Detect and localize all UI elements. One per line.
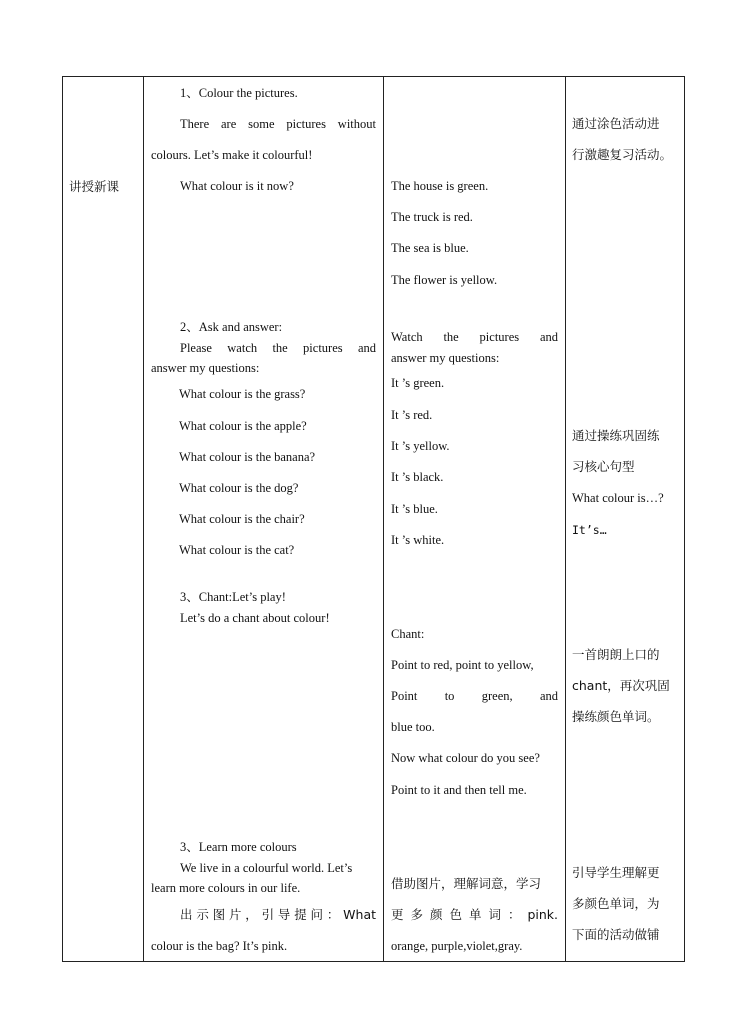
chant-line-2: Point to green, and: [391, 689, 558, 703]
answer-black: It ’s black.: [391, 470, 444, 484]
chant-label: Chant:: [391, 627, 425, 641]
step-2-intro-line-1: Please watch the pictures and: [180, 341, 376, 355]
answer-white: It ’s white.: [391, 533, 445, 547]
sentence-flower: The flower is yellow.: [391, 273, 498, 287]
student-activity-cell: [384, 77, 566, 962]
step-3-intro: Let’s do a chant about colour!: [180, 611, 330, 625]
lesson-plan-table: [62, 76, 685, 962]
purpose-4-line-1: 引导学生理解更: [572, 865, 660, 880]
table-row: [63, 77, 685, 962]
question-grass: What colour is the grass?: [179, 387, 306, 401]
step-1-title: 1、Colour the pictures.: [180, 86, 298, 100]
step-1-intro-line-1: There are some pictures without: [180, 117, 376, 131]
step-2-intro-line-2: answer my questions:: [151, 361, 260, 375]
section-cell: [63, 77, 144, 962]
question-cat: What colour is the cat?: [179, 543, 295, 557]
step-4-intro-line-1: We live in a colourful world. Let’s: [180, 861, 353, 875]
purpose-3-line-1: 一首朗朗上口的: [572, 647, 660, 662]
question-dog: What colour is the dog?: [179, 481, 299, 495]
sentence-truck: The truck is red.: [391, 210, 473, 224]
step-4-intro-line-2: learn more colours in our life.: [151, 881, 301, 895]
chant-line-4: Now what colour do you see?: [391, 751, 540, 765]
question-chair: What colour is the chair?: [179, 512, 305, 526]
colours-line-2: 更多颜色单词：pink.: [391, 907, 558, 922]
chant-line-1: Point to red, point to yellow,: [391, 658, 534, 672]
purpose-cell: [566, 77, 685, 962]
step-1-intro-line-2: colours. Let’s make it colourful!: [151, 148, 313, 162]
question-banana: What colour is the banana?: [179, 450, 316, 464]
purpose-3-line-3: 操练颜色单词。: [572, 709, 660, 724]
purpose-2-line-2: 习核心句型: [572, 459, 635, 474]
sentence-house: The house is green.: [391, 179, 489, 193]
step-2-title: 2、Ask and answer:: [180, 320, 283, 334]
answer-green: It ’s green.: [391, 376, 445, 390]
question-apple: What colour is the apple?: [179, 419, 307, 433]
chant-line-5: Point to it and then tell me.: [391, 783, 527, 797]
purpose-4-line-2: 多颜色单词，为: [572, 896, 660, 911]
answer-yellow: It ’s yellow.: [391, 439, 450, 453]
section-label: 讲授新课: [69, 179, 120, 194]
purpose-4-line-3: 下面的活动做铺: [572, 927, 660, 942]
sentence-sea: The sea is blue.: [391, 241, 469, 255]
purpose-1-line-2: 行激趣复习活动。: [572, 147, 673, 162]
teacher-activity-cell: [144, 77, 384, 962]
purpose-2-line-3: What colour is…?: [572, 491, 664, 505]
step-3-title: 3、Chant:Let’s play!: [180, 590, 286, 604]
purpose-1-line-1: 通过涂色活动进: [572, 116, 660, 131]
answer-blue: It ’s blue.: [391, 502, 438, 516]
watch-line-1: Watch the pictures and: [391, 330, 558, 344]
purpose-3-line-2: chant，再次巩固: [572, 678, 670, 693]
watch-line-2: answer my questions:: [391, 351, 500, 365]
step-1-question: What colour is it now?: [180, 179, 294, 193]
purpose-2-line-4: It’s…: [572, 523, 607, 537]
colours-line-3: orange, purple,violet,gray.: [391, 939, 523, 953]
purpose-2-line-1: 通过操练巩固练: [572, 428, 660, 443]
step-4-prompt-line-1: 出示图片，引导提问：What: [180, 907, 376, 922]
step-4-prompt-line-2: colour is the bag? It’s pink.: [151, 939, 288, 953]
colours-line-1: 借助图片，理解词意，学习: [391, 876, 542, 891]
answer-red: It ’s red.: [391, 408, 433, 422]
step-4-title: 3、Learn more colours: [180, 840, 297, 854]
chant-line-3: blue too.: [391, 720, 435, 734]
